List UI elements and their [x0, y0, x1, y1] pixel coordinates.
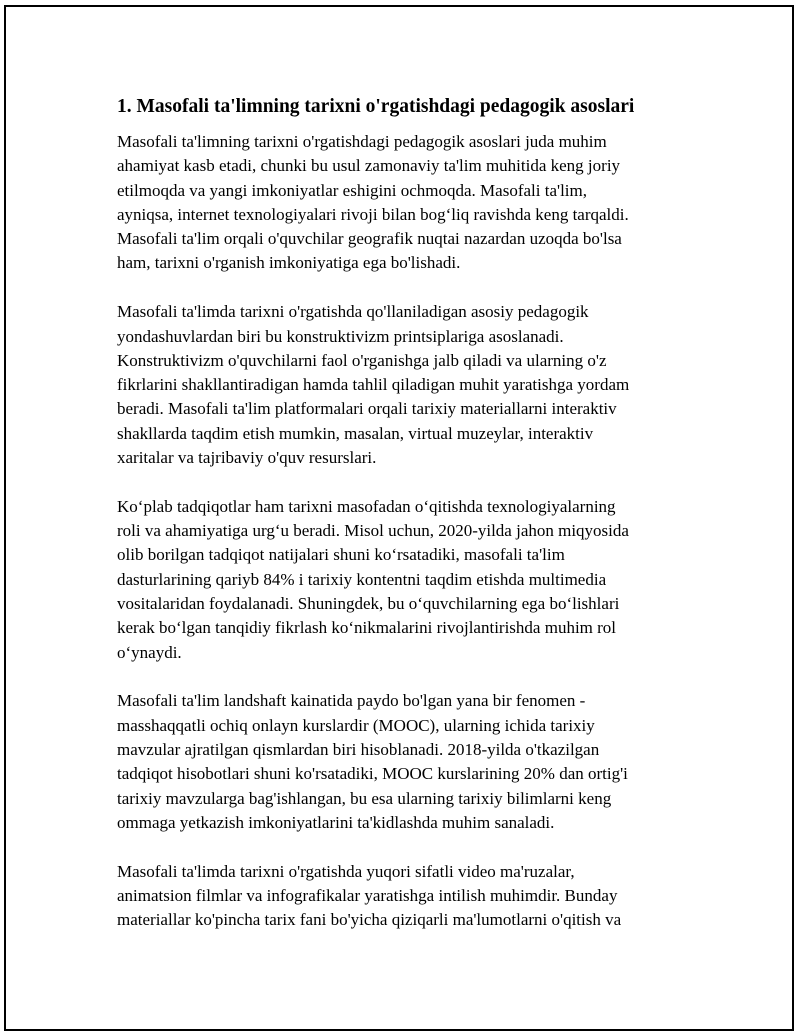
text-line: yondashuvlardan biri bu konstruktivizm printsiplariga asoslanadi. — [117, 326, 564, 346]
paragraph-2 — [117, 300, 677, 470]
text-line: masshaqqatli ochiq onlayn kurslardir (MOOC), ularning ichida tarixiy — [117, 715, 595, 735]
text-line: Masofali ta'limda tarixni o'rgatishda yuqori sifatli video ma'ruzalar, — [117, 861, 575, 881]
text-line: ahamiyat kasb etadi, chunki bu usul zamonaviy ta'lim muhitida keng joriy — [117, 156, 621, 176]
text-line: beradi. Masofali ta'lim platformalari orqali tarixiy materiallarni interaktiv — [117, 399, 617, 419]
text-line: kerak bo‘lgan tanqidiy fikrlash ko‘nikmalarini rivojlantirishda muhim rol — [117, 618, 617, 638]
text-line: Masofali ta'lim landshaft kainatida paydo bo'lgan yana bir fenomen - — [117, 691, 586, 711]
paragraph-3 — [117, 495, 677, 665]
section-heading: 1. Masofali ta'limning tarixni o'rgatishdagi pedagogik asoslari — [117, 96, 635, 117]
paragraph-5 — [117, 860, 677, 933]
text-line: roli va ahamiyatiga urg‘u beradi. Misol uchun, 2020-yilda jahon miqyosida — [117, 521, 629, 541]
text-line: animatsion filmlar va infografikalar yaratishga intilish muhimdir. Bunday — [117, 886, 618, 906]
text-line: tadqiqot hisobotlari shuni ko'rsatadiki, MOOC kurslarining 20% dan ortig'i — [117, 764, 628, 784]
paragraph-1 — [117, 130, 677, 276]
text-line: dasturlarining qariyb 84% i tarixiy kontentni taqdim etishda multimedia — [117, 569, 607, 589]
text-line: Masofali ta'limda tarixni o'rgatishda qo'llaniladigan asosiy pedagogik — [117, 302, 589, 322]
document-body — [117, 92, 677, 957]
text-line: olib borilgan tadqiqot natijalari shuni ko‘rsatadiki, masofali ta'lim — [117, 545, 565, 565]
text-line: shakllarda taqdim etish mumkin, masalan, virtual muzeylar, interaktiv — [117, 423, 594, 443]
text-line: etilmoqda va yangi imkoniyatlar eshigini ochmoqda. Masofali ta'lim, — [117, 180, 587, 200]
text-line: ham, tarixni o'rganish imkoniyatiga ega bo'lishadi. — [117, 253, 461, 273]
text-line: ommaga yetkazish imkoniyatlarini ta'kidlashda muhim sanaladi. — [117, 812, 555, 832]
text-line: Konstruktivizm o'quvchilarni faol o'rganishga jalb qiladi va ularning o'z — [117, 350, 607, 370]
text-line: xaritalar va tajribaviy o'quv resurslari. — [117, 448, 377, 468]
text-line: vositalaridan foydalanadi. Shuningdek, bu o‘quvchilarning ega bo‘lishlari — [117, 594, 620, 614]
paragraph-4 — [117, 689, 677, 835]
text-line: Masofali ta'limning tarixni o'rgatishdagi pedagogik asoslari juda muhim — [117, 132, 607, 151]
text-line: ayniqsa, internet texnologiyalari rivoji bilan bog‘liq ravishda keng tarqaldi. — [117, 204, 629, 224]
text-line: materiallar ko'pincha tarix fani bo'yicha qiziqarli ma'lumotlarni o'qitish va — [117, 910, 622, 930]
text-line: mavzular ajratilgan qismlardan biri hisoblanadi. 2018-yilda o'tkazilgan — [117, 740, 600, 760]
text-line: tarixiy mavzularga bag'ishlangan, bu esa ularning tarixiy bilimlarni keng — [117, 788, 612, 808]
text-line: Masofali ta'lim orqali o'quvchilar geografik nuqtai nazardan uzoqda bo'lsa — [117, 229, 622, 249]
text-line: o‘ynaydi. — [117, 642, 182, 662]
text-line: fikrlarini shakllantiradigan hamda tahlil qiladigan muhit yaratishga yordam — [117, 375, 630, 395]
text-line: Ko‘plab tadqiqotlar ham tarixni masofadan o‘qitishda texnologiyalarning — [117, 496, 616, 516]
